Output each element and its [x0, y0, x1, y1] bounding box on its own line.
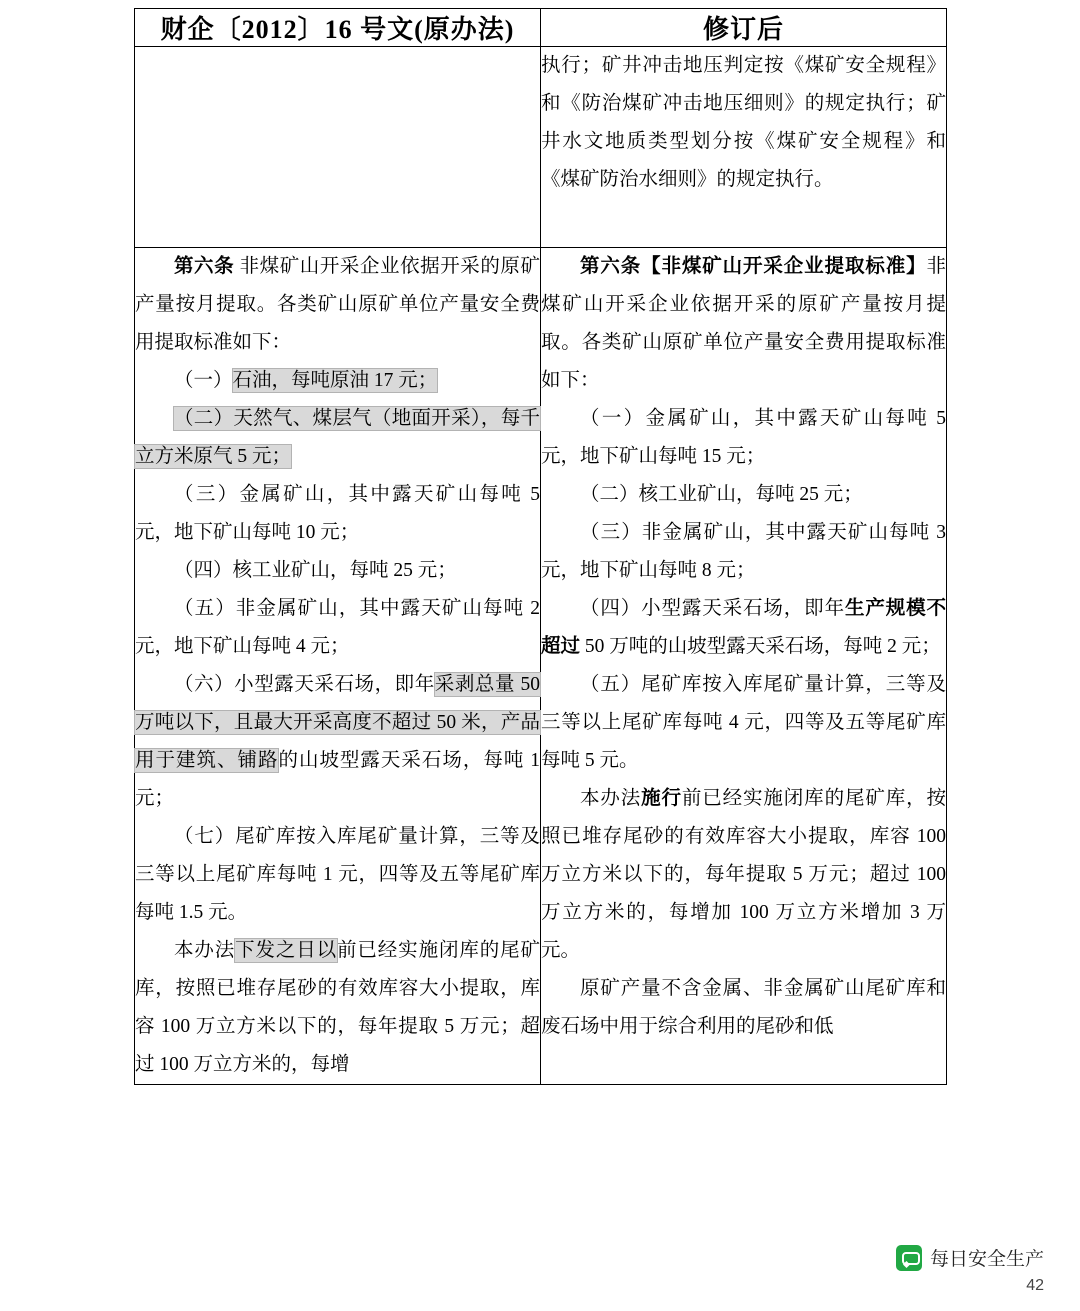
paragraph-article-heading: 第六条 非煤矿山开采企业依据开采的原矿产量按月提取。各类矿山原矿单位产量安全费用提取标准如下：	[135, 256, 540, 354]
paragraph-article-heading: 第六条【非煤矿山开采企业提取标准】非煤矿山开采企业依据开采的原矿产量按月提取。各类矿山原矿单位产量安全费用提取标准如下：	[541, 256, 946, 392]
cell-revised-article-six	[541, 248, 947, 1085]
paragraph-closure: 本办法下发之日以前已经实施闭库的尾矿库，按照已堆存尾砂的有效库容大小提取，库容 100 万立方米以下的，每年提取 5 万元；超过 100 万立方米的，每增	[135, 940, 540, 1076]
cell-revised-continuation	[541, 47, 947, 248]
paragraph-item-2: （二）核工业矿山，每吨 25 元；	[580, 484, 863, 506]
paragraph-item-5: （五）非金属矿山，其中露天矿山每吨 2 元，地下矿山每吨 4 元；	[135, 598, 540, 658]
column-header-original: 财企〔2012〕16 号文(原办法)	[135, 9, 541, 47]
cell-original-continuation	[135, 47, 541, 248]
empty-paragraph	[135, 47, 540, 85]
comparison-table	[134, 8, 947, 1085]
table-row	[135, 47, 947, 248]
column-header-revised: 修订后	[541, 9, 947, 47]
table-row	[135, 248, 947, 1085]
paragraph-closure: 本办法施行前已经实施闭库的尾矿库，按照已堆存尾砂的有效库容大小提取，库容 100 万立方米以下的，每年提取 5 万元；超过 100 万立方米的，每增加 100 万立方米增加 3 万元。	[541, 788, 946, 962]
paragraph-item-1: （一）石油，每吨原油 17 元；	[174, 370, 438, 392]
shield-icon	[896, 1245, 922, 1271]
paragraph-item-5: （五）尾矿库按入库尾矿量计算，三等及三等以上尾矿库每吨 4 元，四等及五等尾矿库每吨 5 元。	[541, 674, 946, 772]
page-number: 42	[1026, 1277, 1044, 1294]
paragraph-item-2: （二）天然气、煤层气（地面开采），每千立方米原气 5 元；	[135, 408, 540, 468]
paragraph-item-6: （六）小型露天采石场，即年采剥总量 50 万吨以下，且最大开采高度不超过 50 米，产品用于建筑、铺路的山坡型露天采石场，每吨 1 元；	[135, 674, 540, 810]
paragraph-item-3: （三）非金属矿山，其中露天矿山每吨 3 元，地下矿山每吨 8 元；	[541, 522, 946, 582]
paragraph-item-4: （四）小型露天采石场，即年生产规模不超过 50 万吨的山坡型露天采石场，每吨 2 元；	[541, 598, 946, 658]
table-header-row	[135, 9, 947, 47]
watermark-account	[896, 1244, 1044, 1271]
paragraph: 执行；矿井冲击地压判定按《煤矿安全规程》和《防治煤矿冲击地压细则》的规定执行；矿井水文地质类型划分按《煤矿安全规程》和《煤矿防治水细则》的规定执行。	[541, 55, 946, 191]
paragraph-item-7: （七）尾矿库按入库尾矿量计算，三等及三等以上尾矿库每吨 1 元，四等及五等尾矿库每吨 1.5 元。	[135, 826, 540, 924]
cell-original-article-six	[135, 248, 541, 1085]
paragraph-item-4: （四）核工业矿山，每吨 25 元；	[174, 560, 457, 582]
paragraph-item-1: （一）金属矿山，其中露天矿山每吨 5 元，地下矿山每吨 15 元；	[541, 408, 946, 468]
paragraph-item-3: （三）金属矿山，其中露天矿山每吨 5 元，地下矿山每吨 10 元；	[135, 484, 540, 544]
paragraph-extra: 原矿产量不含金属、非金属矿山尾矿库和废石场中用于综合利用的尾砂和低	[541, 978, 946, 1038]
account-name: 每日安全生产	[929, 1249, 1044, 1270]
